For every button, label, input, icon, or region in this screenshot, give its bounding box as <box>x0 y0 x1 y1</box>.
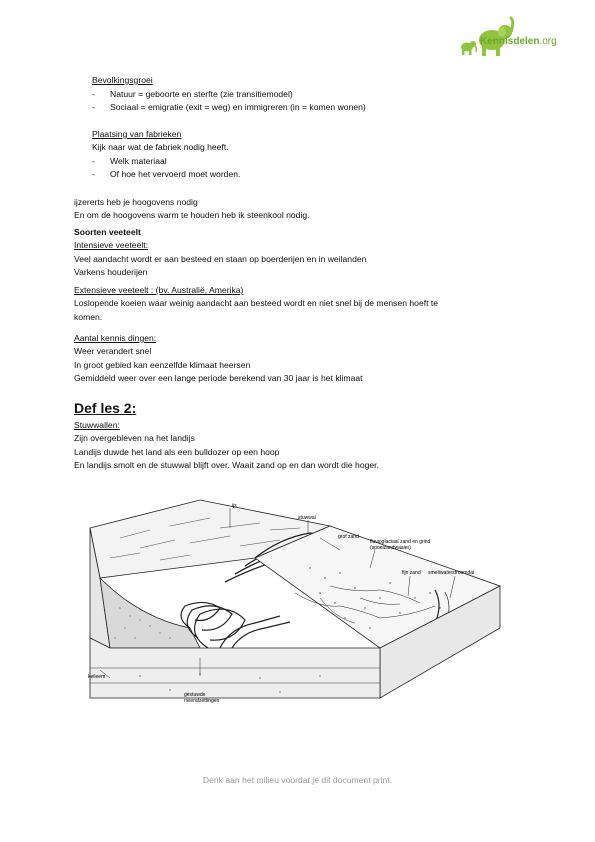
list-dash: - <box>92 89 95 99</box>
heading-bevolkingsgroei: Bevolkingsgroei <box>92 75 153 85</box>
paragraph-line: In groot gebied kan eenzelfde klimaat heersen <box>74 360 251 370</box>
label-gestuwde: gestuwde <box>184 692 206 698</box>
list-item-materiaal: Welk materiaal <box>110 156 167 166</box>
paragraph-line: En om de hoogovens warm te houden heb ik steenkool nodig. <box>74 210 310 220</box>
list-item-sociaal: Sociaal = emigratie (exit = weg) en immigreren (in = komen wonen) <box>110 102 366 112</box>
label-smeltwaterstroomdal: smeltwaterstroomdal <box>428 570 475 576</box>
label-keileem: keileem <box>88 674 106 680</box>
heading-intensieve-veeteelt: Intensieve veeteelt: <box>74 240 149 250</box>
list-dash: - <box>92 102 95 112</box>
footer-note: Denk aan het milieu voordat je dit document print. <box>202 775 393 785</box>
heading-soorten-veeteelt: Soorten veeteelt <box>74 227 141 237</box>
paragraph-line: Gemiddeld weer over een lange periode berekend van 30 jaar is het klimaat <box>74 373 363 383</box>
paragraph-line: ijzererts heb je hoogovens nodig <box>74 197 198 207</box>
stuwwal-block-diagram <box>80 498 510 718</box>
heading-extensieve-veeteelt: Extensieve veeteelt : (bv. Australië, Amerika) <box>74 285 244 295</box>
stuwwal-diagram-svg <box>80 498 510 718</box>
paragraph-line: Veel aandacht wordt er aan besteed en staan op boerderijen en in weilanden <box>74 254 367 264</box>
heading-kennis-dingen: Aantal kennis dingen: <box>74 333 157 343</box>
label-fluvioglaciaal: fluvioglaciaal zand en grind <box>370 539 431 545</box>
paragraph-line: Varkens houderijen <box>74 267 148 277</box>
paragraph-line: Loslopende koeien waar weinig aandacht aan besteed wordt en niet snel bij de mensen hoeft te <box>74 298 439 308</box>
logo-text-tld: .org <box>539 36 557 47</box>
paragraph-line: Zijn overgebleven na het landijs <box>74 433 195 443</box>
list-dash: - <box>92 169 95 179</box>
label-stuwwal: stuwwal <box>298 515 316 521</box>
list-dash: - <box>92 156 95 166</box>
label-spoelzandwaaier: (spoelzandwaaier) <box>370 545 411 551</box>
logo-text-main: Kennisdelen <box>480 36 540 47</box>
paragraph-line: komen. <box>74 312 103 322</box>
heading-stuwwallen: Stuwwallen: <box>74 420 120 430</box>
paragraph-line: Landijs duwde het land als een bulldozer op een hoop <box>74 447 280 457</box>
label-rivierafzettingen: rivierafzettingen <box>184 698 220 704</box>
heading-def-les-2: Def les 2: <box>74 400 137 416</box>
kennisdelen-logo[interactable] <box>458 16 578 58</box>
label-grof-zand: grof zand <box>338 534 359 540</box>
label-fijn-zand: fijn zand <box>402 570 421 576</box>
fabrieken-intro: Kijk naar wat de fabriek nodig heeft. <box>92 142 229 152</box>
label-ijs: ijs <box>232 503 237 509</box>
paragraph-line: Weer verandert snel <box>74 346 152 356</box>
paragraph-line: En landijs smolt en de stuwwal blijft over. Waait zand op en dan wordt die hoger. <box>74 460 379 470</box>
heading-plaatsing-fabrieken: Plaatsing van fabrieken <box>92 129 182 139</box>
list-item-vervoer: Of hoe het vervoerd moet worden. <box>110 169 241 179</box>
list-item-natuur: Natuur = geboorte en sterfte (zie transitiemodel) <box>110 89 293 99</box>
